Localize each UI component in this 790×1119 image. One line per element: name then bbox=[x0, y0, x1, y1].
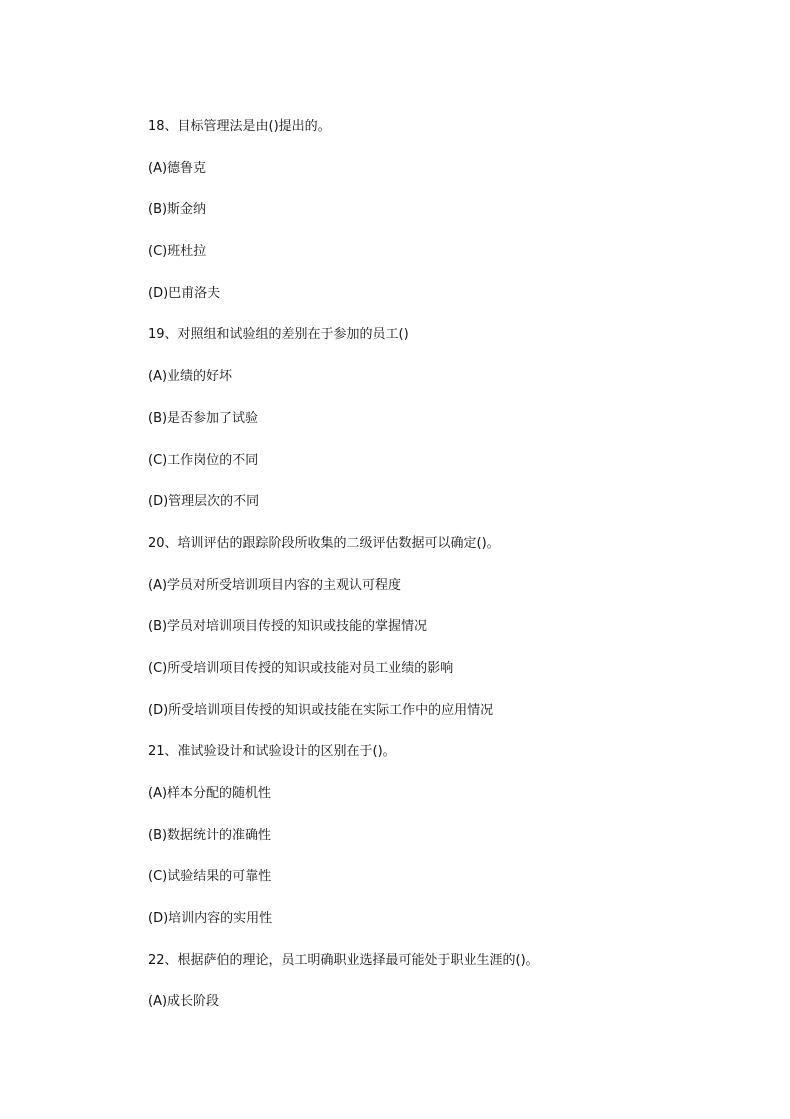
answer-option: (B)学员对培训项目传授的知识或技能的掌握情况 bbox=[148, 619, 428, 635]
question-stem: 20、培训评估的跟踪阶段所收集的二级评估数据可以确定()。 bbox=[148, 535, 500, 551]
answer-option: (A)成长阶段 bbox=[148, 994, 220, 1010]
answer-option: (B)是否参加了试验 bbox=[148, 410, 259, 426]
answer-option: (B)斯金纳 bbox=[148, 202, 207, 218]
answer-option: (B)数据统计的准确性 bbox=[148, 827, 272, 843]
answer-option: (A)业绩的好坏 bbox=[148, 369, 233, 385]
answer-option: (D)培训内容的实用性 bbox=[148, 911, 273, 927]
question-stem: 21、准试验设计和试验设计的区别在于()。 bbox=[148, 744, 396, 760]
answer-option: (A)学员对所受培训项目内容的主观认可程度 bbox=[148, 577, 402, 593]
question-list bbox=[148, 117, 748, 1034]
answer-option: (C)试验结果的可靠性 bbox=[148, 869, 272, 885]
answer-option: (A)德鲁克 bbox=[148, 160, 207, 176]
answer-option: (D)所受培训项目传授的知识或技能在实际工作中的应用情况 bbox=[148, 702, 494, 718]
question-stem: 18、目标管理法是由()提出的。 bbox=[148, 119, 331, 134]
question-stem: 19、对照组和试验组的差别在于参加的员工() bbox=[148, 327, 409, 343]
answer-option: (D)巴甫洛夫 bbox=[148, 285, 221, 301]
answer-option: (C)所受培训项目传授的知识或技能对员工业绩的影响 bbox=[148, 660, 454, 676]
answer-option: (C)班杜拉 bbox=[148, 244, 207, 260]
answer-option: (D)管理层次的不同 bbox=[148, 494, 260, 510]
answer-option: (A)样本分配的随机性 bbox=[148, 786, 272, 801]
question-stem: 22、根据萨伯的理论，员工明确职业选择最可能处于职业生涯的()。 bbox=[148, 952, 539, 968]
answer-option: (C)工作岗位的不同 bbox=[148, 452, 259, 468]
